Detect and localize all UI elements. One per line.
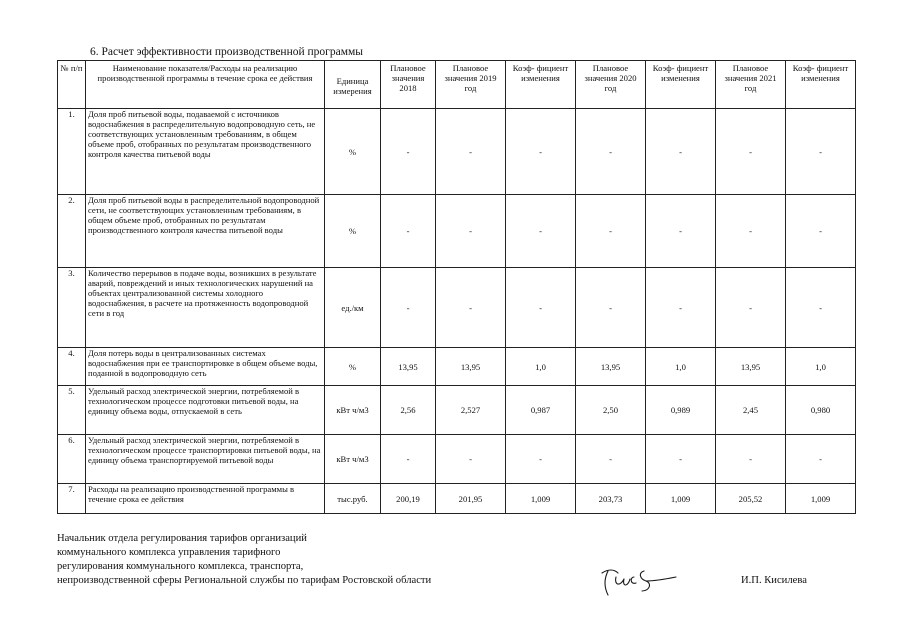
- value-cell: 1,0: [506, 348, 576, 386]
- value-cell: -: [381, 109, 436, 195]
- indicator-name: Доля проб питьевой воды, подаваемой с источников водоснабжения в распределительную водопроводную сеть, не соответствующих установленным требованиям, в общем объеме проб, отобранных по результатам производственного контроля качества питьевой воды: [86, 109, 325, 195]
- row-number: 3.: [58, 268, 86, 348]
- table-row: [58, 109, 856, 195]
- unit-cell: %: [325, 109, 381, 195]
- header-cell-plan-2020: Плановое значения 2020 год: [576, 61, 646, 109]
- value-cell: -: [436, 195, 506, 268]
- row-number: 4.: [58, 348, 86, 386]
- row-number: 1.: [58, 109, 86, 195]
- value-cell: 13,95: [576, 348, 646, 386]
- unit-cell: кВт ч/м3: [325, 435, 381, 484]
- value-cell: 200,19: [381, 484, 436, 514]
- value-cell: -: [506, 195, 576, 268]
- signatory-title-line: непроизводственной сферы Региональной службы по тарифам Ростовской области: [57, 575, 432, 586]
- unit-cell: %: [325, 195, 381, 268]
- value-cell: -: [436, 268, 506, 348]
- value-cell: 1,009: [786, 484, 856, 514]
- indicator-name: Удельный расход электрической энергии, потребляемой в технологическом процессе подготовки питьевой воды, на единицу объема воды, отпускаемой в сеть: [86, 386, 325, 435]
- value-cell: 205,52: [716, 484, 786, 514]
- value-cell: 13,95: [436, 348, 506, 386]
- header-cell-unit: Единица измерения: [325, 61, 381, 109]
- unit-cell: %: [325, 348, 381, 386]
- value-cell: 13,95: [716, 348, 786, 386]
- value-cell: -: [716, 109, 786, 195]
- value-cell: 0,989: [646, 386, 716, 435]
- table-row: [58, 435, 856, 484]
- table-row: [58, 348, 856, 386]
- indicator-name: Расходы на реализацию производственной программы в течение срока ее действия: [86, 484, 325, 514]
- indicator-name: Доля проб питьевой воды в распределительной водопроводной сети, не соответствующих установленным требованиям, в общем объеме проб, отобранных по результатам производственного контроля качества питьевой воды: [86, 195, 325, 268]
- value-cell: -: [506, 268, 576, 348]
- header-cell-plan-2018: Плановое значения 2018: [381, 61, 436, 109]
- value-cell: 1,009: [506, 484, 576, 514]
- value-cell: -: [646, 109, 716, 195]
- row-number: 2.: [58, 195, 86, 268]
- header-cell-plan-2019: Плановое значения 2019 год: [436, 61, 506, 109]
- header-cell-coef-2021: Коэф- фициент изменения: [786, 61, 856, 109]
- unit-cell: кВт ч/м3: [325, 386, 381, 435]
- header-cell-name: Наименование показателя/Расходы на реализацию производственной программы в течение срока ее действия: [86, 61, 325, 109]
- row-number: 6.: [58, 435, 86, 484]
- signatory-title-line: регулирования коммунального комплекса, транспорта,: [57, 561, 304, 572]
- value-cell: -: [381, 268, 436, 348]
- value-cell: -: [576, 268, 646, 348]
- value-cell: 0,987: [506, 386, 576, 435]
- value-cell: 1,009: [646, 484, 716, 514]
- value-cell: 2,527: [436, 386, 506, 435]
- value-cell: -: [436, 109, 506, 195]
- value-cell: -: [576, 195, 646, 268]
- value-cell: -: [716, 268, 786, 348]
- value-cell: -: [576, 435, 646, 484]
- value-cell: -: [786, 435, 856, 484]
- table-row: [58, 195, 856, 268]
- signatory-title-line: коммунального комплекса управления тарифного: [57, 547, 281, 558]
- value-cell: -: [436, 435, 506, 484]
- signatory-block: [57, 532, 431, 588]
- handwritten-signature: [598, 561, 678, 597]
- value-cell: -: [716, 435, 786, 484]
- value-cell: -: [576, 109, 646, 195]
- value-cell: 201,95: [436, 484, 506, 514]
- value-cell: 2,56: [381, 386, 436, 435]
- signer-name: И.П. Кисилева: [741, 575, 807, 586]
- value-cell: -: [786, 195, 856, 268]
- value-cell: 2,50: [576, 386, 646, 435]
- header-cell-num: № п/п: [58, 61, 86, 109]
- value-cell: -: [506, 109, 576, 195]
- value-cell: -: [786, 109, 856, 195]
- unit-cell: ед./км: [325, 268, 381, 348]
- value-cell: -: [646, 195, 716, 268]
- value-cell: -: [381, 195, 436, 268]
- value-cell: -: [646, 268, 716, 348]
- indicator-name: Количество перерывов в подаче воды, возникших в результате аварий, повреждений и иных технологических нарушений на объектах централизованной системы холодного водоснабжения, в расчете на протяженность водопроводной сети в год: [86, 268, 325, 348]
- value-cell: -: [381, 435, 436, 484]
- table-row: [58, 386, 856, 435]
- value-cell: 1,0: [786, 348, 856, 386]
- section-title: 6. Расчет эффективности производственной программы: [90, 46, 364, 58]
- value-cell: 2,45: [716, 386, 786, 435]
- value-cell: 203,73: [576, 484, 646, 514]
- value-cell: 0,980: [786, 386, 856, 435]
- header-cell-plan-2021: Плановое значения 2021 год: [716, 61, 786, 109]
- indicator-name: Удельный расход электрической энергии, потребляемой в технологическом процессе транспортировки питьевой воды, на единицу объема транспортируемой питьевой воды: [86, 435, 325, 484]
- value-cell: 13,95: [381, 348, 436, 386]
- table-row: [58, 484, 856, 514]
- header-cell-coef-2019: Коэф- фициент изменения: [506, 61, 576, 109]
- table-row: [58, 268, 856, 348]
- efficiency-table: [57, 60, 856, 514]
- signatory-title-line: Начальник отдела регулирования тарифов организаций: [57, 533, 307, 544]
- header-cell-coef-2020: Коэф- фициент изменения: [646, 61, 716, 109]
- value-cell: 1,0: [646, 348, 716, 386]
- value-cell: -: [716, 195, 786, 268]
- header-row: [58, 61, 856, 109]
- value-cell: -: [786, 268, 856, 348]
- unit-cell: тыс.руб.: [325, 484, 381, 514]
- indicator-name: Доля потерь воды в централизованных системах водоснабжения при ее транспортировке в общем объеме воды, поданной в водопроводную сеть: [86, 348, 325, 386]
- value-cell: -: [506, 435, 576, 484]
- row-number: 7.: [58, 484, 86, 514]
- row-number: 5.: [58, 386, 86, 435]
- value-cell: -: [646, 435, 716, 484]
